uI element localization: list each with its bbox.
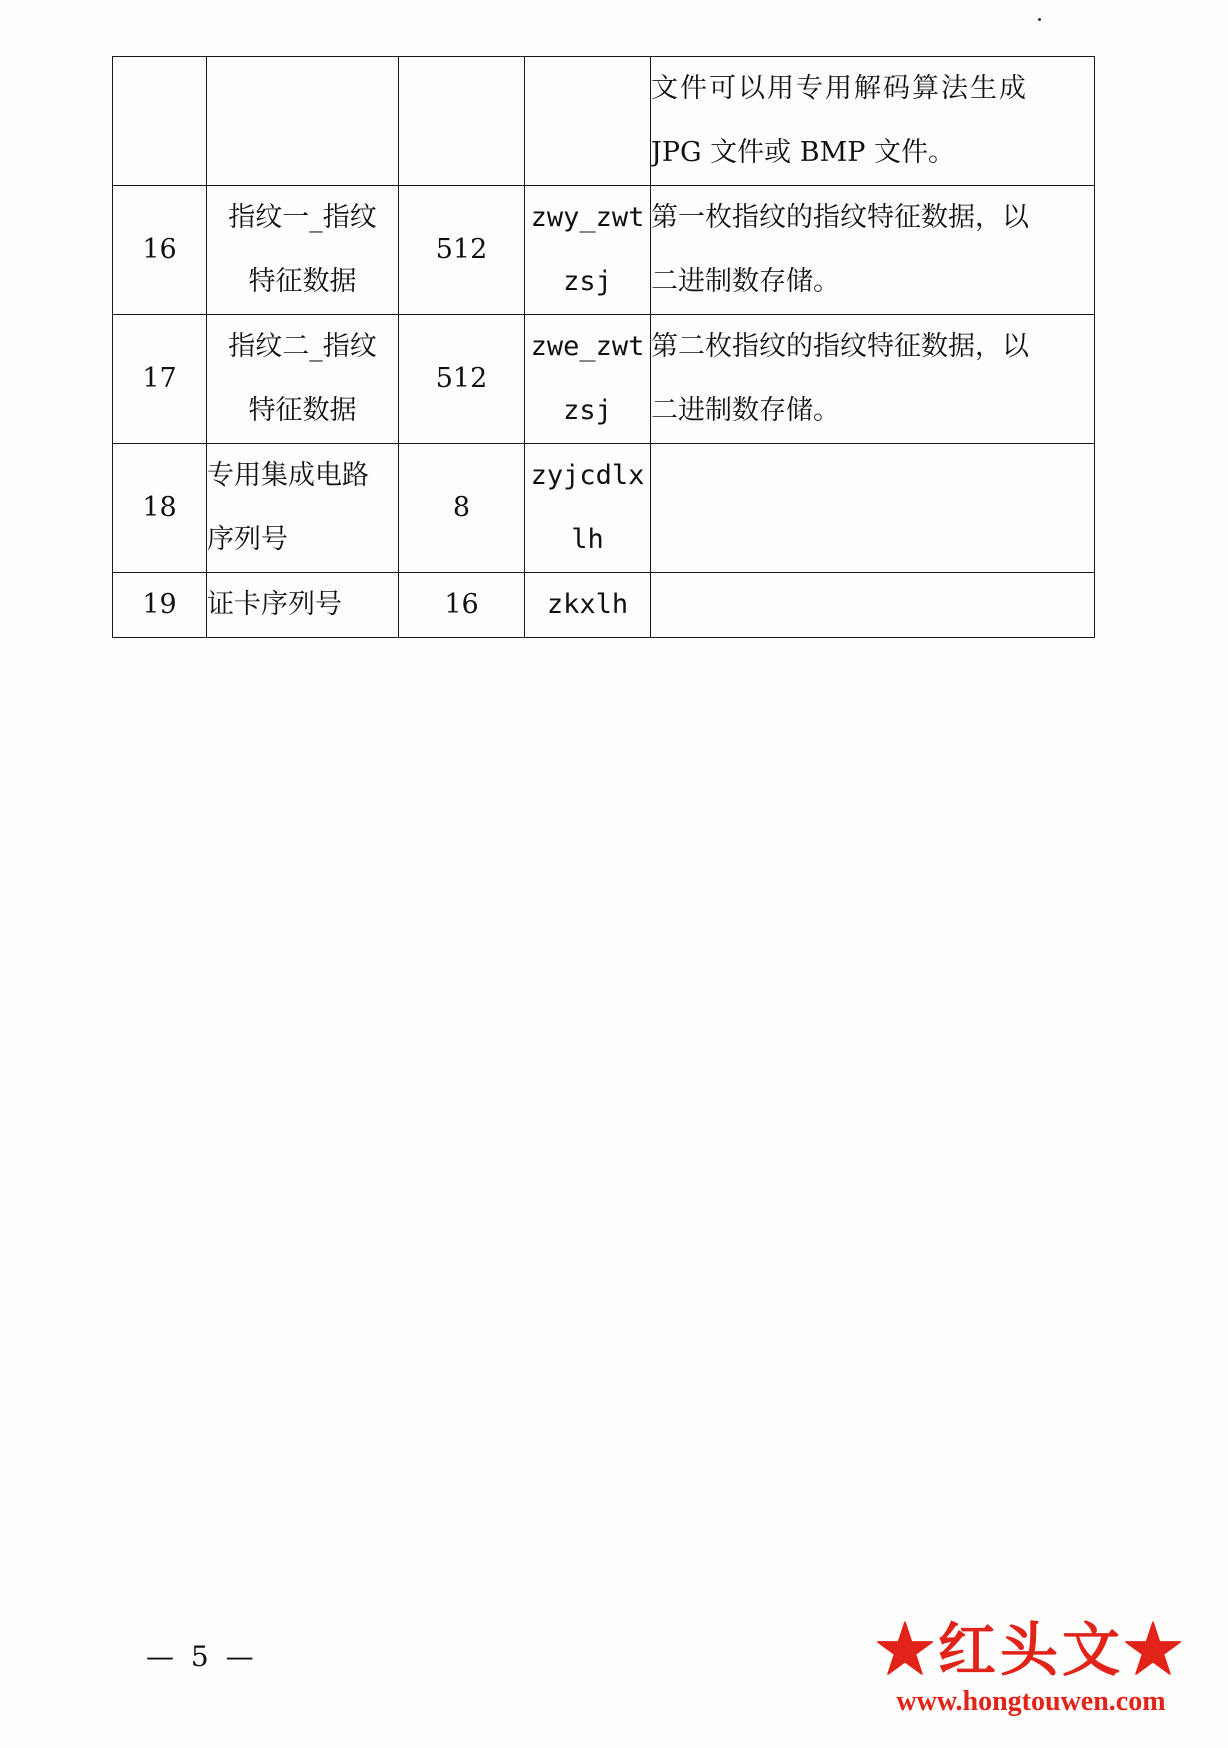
field-definition-table bbox=[112, 56, 1095, 638]
cell-name bbox=[207, 315, 399, 444]
cell-name-line: 专用集成电路 bbox=[207, 460, 369, 491]
cell-description-line: JPG 文件或 BMP 文件。 bbox=[651, 137, 955, 168]
table-row bbox=[113, 444, 1095, 573]
cell-description bbox=[651, 444, 1095, 573]
cell-name-line: 指纹二_指纹 bbox=[228, 331, 377, 362]
cell-field-line: zwe_zwt bbox=[530, 331, 645, 362]
table-row bbox=[113, 57, 1095, 186]
cell-name-line bbox=[207, 121, 398, 185]
cell-field-line: zyjcdlx bbox=[530, 460, 645, 491]
cell-field-line bbox=[525, 121, 650, 185]
cell-name-line: 特征数据 bbox=[248, 395, 357, 426]
cell-length bbox=[399, 57, 525, 186]
cell-name bbox=[207, 444, 399, 573]
cell-field-line: zsj bbox=[563, 266, 612, 297]
watermark-title: ★红头文★ bbox=[875, 1616, 1186, 1684]
cell-length: 16 bbox=[399, 573, 525, 638]
cell-name-line: 序列号 bbox=[207, 524, 288, 555]
cell-description-line: 第一枚指纹的指纹特征数据，以 bbox=[651, 202, 1029, 233]
cell-name-line: 特征数据 bbox=[248, 266, 357, 297]
cell-field bbox=[525, 57, 651, 186]
cell-field-line: lh bbox=[571, 524, 604, 555]
cell-name-line: 指纹一_指纹 bbox=[228, 202, 377, 233]
cell-name-line bbox=[207, 57, 398, 121]
cell-description bbox=[651, 573, 1095, 638]
page-number: — 5 — bbox=[146, 1640, 258, 1673]
cell-length: 512 bbox=[399, 315, 525, 444]
cell-description bbox=[651, 315, 1095, 444]
cell-description bbox=[651, 57, 1095, 186]
cell-index: 19 bbox=[113, 573, 207, 638]
cell-name bbox=[207, 57, 399, 186]
cell-name bbox=[207, 573, 399, 638]
cell-field-line: zkxlh bbox=[546, 589, 629, 620]
cell-description-line bbox=[651, 508, 1094, 572]
cell-index: 18 bbox=[113, 444, 207, 573]
cell-field bbox=[525, 315, 651, 444]
cell-name bbox=[207, 186, 399, 315]
cell-field bbox=[525, 573, 651, 638]
cell-description-line: 二进制数存储。 bbox=[651, 395, 840, 426]
cell-index: 16 bbox=[113, 186, 207, 315]
table-row bbox=[113, 573, 1095, 638]
cell-description bbox=[651, 186, 1095, 315]
cell-field-line: zsj bbox=[563, 395, 612, 426]
cell-description-line: 二进制数存储。 bbox=[651, 266, 840, 297]
cell-length: 512 bbox=[399, 186, 525, 315]
cell-description-line bbox=[651, 444, 1094, 508]
watermark-url: www.hongtouwen.com bbox=[896, 1686, 1166, 1717]
cell-index: 17 bbox=[113, 315, 207, 444]
cell-description-line: 文件可以用专用解码算法生成 bbox=[651, 73, 1028, 104]
table-row bbox=[113, 315, 1095, 444]
cell-description-line bbox=[651, 573, 1094, 637]
cell-field-line: zwy_zwt bbox=[530, 202, 645, 233]
cell-name-line: 证卡序列号 bbox=[207, 589, 342, 620]
cell-field-line bbox=[525, 57, 650, 121]
cell-field bbox=[525, 444, 651, 573]
watermark-logo bbox=[846, 1615, 1216, 1719]
cell-length: 8 bbox=[399, 444, 525, 573]
cell-field bbox=[525, 186, 651, 315]
cell-description-line: 第二枚指纹的指纹特征数据，以 bbox=[651, 331, 1029, 362]
scan-dot bbox=[1038, 18, 1041, 21]
table-row bbox=[113, 186, 1095, 315]
cell-index bbox=[113, 57, 207, 186]
